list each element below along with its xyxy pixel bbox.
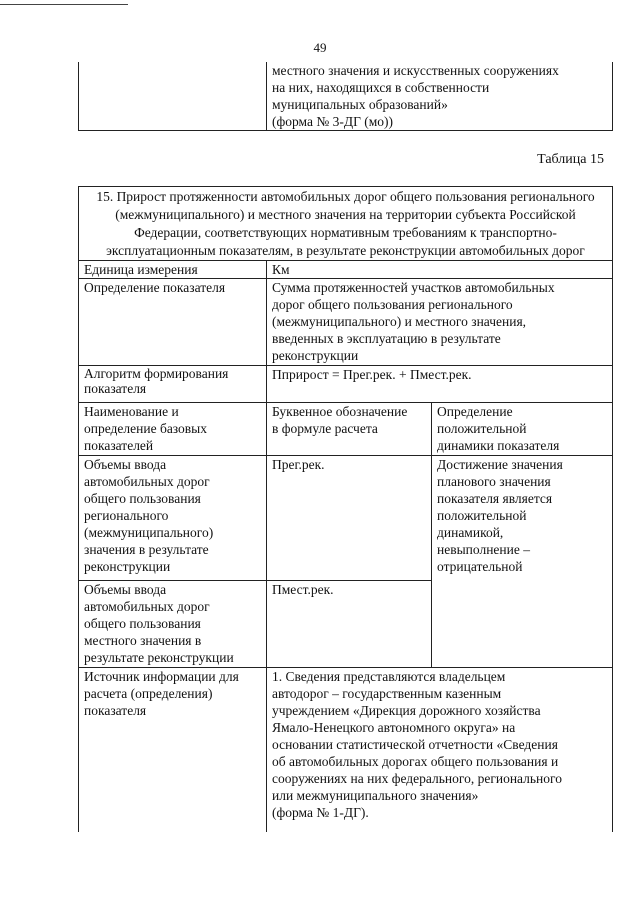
regional-volume-row — [79, 456, 613, 581]
definition-row — [79, 279, 613, 366]
unit-label: Единица измерения — [79, 261, 267, 279]
local-volume-symbol: Пмест.рек. — [267, 581, 432, 668]
algorithm-label: Алгоритм формирования показателя — [79, 366, 267, 403]
header-rule — [0, 4, 128, 5]
definition-label: Определение показателя — [79, 279, 267, 366]
indicator-table — [78, 186, 613, 832]
base-indicators-header-row — [79, 403, 613, 456]
unit-value: Км — [267, 261, 613, 279]
regional-volume-label: Объемы ввода автомобильных дорог общего пользования регионального (межмуниципального) значения в результате реконструкции — [79, 456, 267, 581]
positive-dynamics-header: Определение положительной динамики показателя — [432, 403, 613, 456]
regional-volume-symbol: Прег.рек. — [267, 456, 432, 581]
continuation-table — [78, 62, 613, 131]
table-caption: Таблица 15 — [537, 152, 604, 167]
local-volume-label: Объемы ввода автомобильных дорог общего пользования местного значения в результате реконструкции — [79, 581, 267, 668]
letter-designation-header: Буквенное обозначение в формуле расчета — [267, 403, 432, 456]
continuation-row — [79, 62, 613, 131]
definition-value: Сумма протяженностей участков автомобильных дорог общего пользования регионального (межмуниципального) и местного значения, введенных в эксплуатацию в результате реконструкции — [267, 279, 613, 366]
algorithm-row — [79, 366, 613, 403]
source-row — [79, 668, 613, 833]
indicator-title: 15. Прирост протяженности автомобильных дорог общего пользования регионального (межмуниципального) и местного значения на территории субъекта Российской Федерации, соответствующих нормативным требованиям к транспортно-эксплуатационным показателям, в результате реконструкции автомобильных дорог — [79, 187, 613, 261]
algorithm-formula: Пприрост = Прег.рек. + Пмест.рек. — [267, 366, 613, 403]
page-number: 49 — [313, 40, 327, 55]
positive-dynamics-text: Достижение значения планового значения показателя является положительной динамикой, невыполнение – отрицательной — [432, 456, 613, 668]
continuation-text: местного значения и искусственных сооружениях на них, находящихся в собственности муниципальных образований» (форма № 3-ДГ (мо)) — [267, 62, 613, 131]
title-row — [79, 187, 613, 261]
source-label: Источник информации для расчета (определения) показателя — [79, 668, 267, 833]
base-indicators-label: Наименование и определение базовых показателей — [79, 403, 267, 456]
unit-row — [79, 261, 613, 279]
continuation-empty-cell — [79, 62, 267, 131]
source-value: 1. Сведения представляются владельцем автодорог – государственным казенным учреждением «Дирекция дорожного хозяйства Ямало-Ненецкого автономного округа» на основании статистической отчетности «Сведения об автомобильных дорогах общего пользования и сооружениях на них федерального, регионального или межмуниципального значения» (форма № 1-ДГ). — [267, 668, 613, 833]
